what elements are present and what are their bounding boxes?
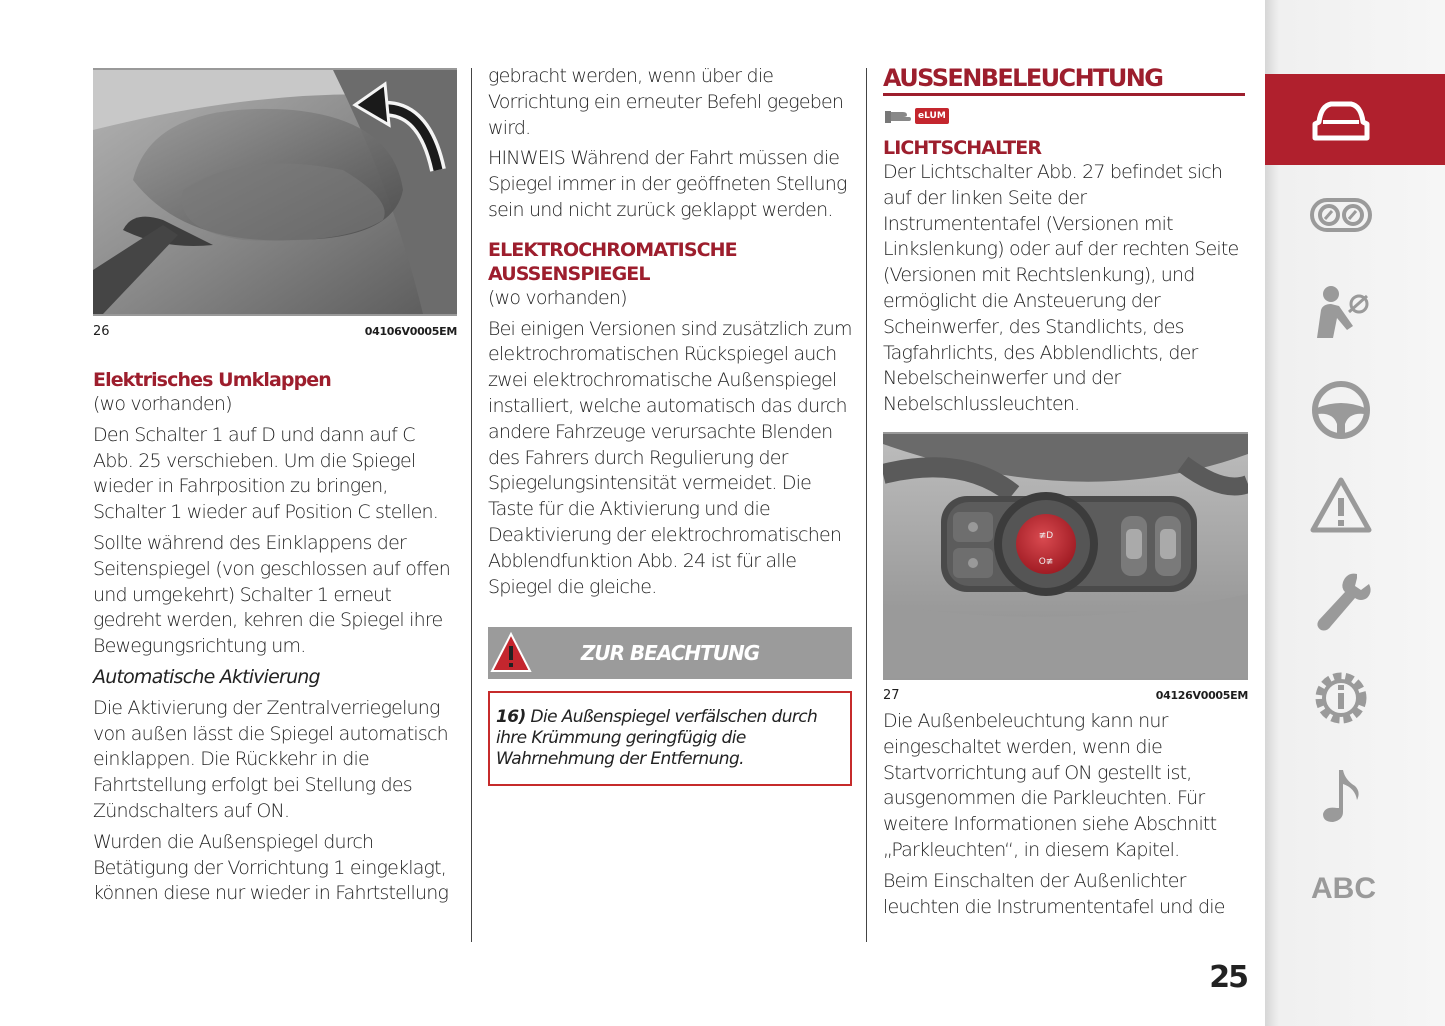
paragraph: Die Aktivierung der Zentralverriegelung von außen lässt die Spiegel automatisch einklappen. Die Rückkehr in die Fahrtstellung erfolgt bei Stellung des Zündschalters auf ON. (93, 696, 448, 822)
note-text: Die Außenspiegel verfälschen durch ihre Krümmung geringfügig die Wahrnehmung der Entfernung. (496, 707, 818, 770)
paragraph: Die Außenbeleuchtung kann nur eingeschaltet werden, wenn die Startvorrichtung auf ON gestellt ist, ausgenommen die Parkleuchten. Für weitere Informationen siehe Abschnitt „Parkleuchten“, in diesem Kapitel. (883, 709, 1217, 861)
warning-triangle-icon (1309, 476, 1373, 536)
gear-info-icon (1309, 666, 1373, 730)
chapter-sidebar (1265, 0, 1445, 1026)
figure-code: 04126V0005EM (1155, 688, 1248, 702)
note-number: 16) (496, 707, 526, 728)
dashboard-icon (1309, 192, 1373, 240)
knob-label-top: ≢D (1038, 530, 1054, 541)
heading-elektrochromatische (488, 238, 852, 286)
heading-lichtschalter: LICHTSCHALTER (883, 137, 1042, 159)
heading-elektrisches-umklappen: Elektrisches Umklappen (93, 369, 331, 391)
paragraph: Der Lichtschalter Abb. 27 befindet sich auf der linken Seite der Instrumententafel (Versionen mit Linkslenkung) oder auf der rechten Seite (Versionen mit Rechtslenkung), und ermöglicht die Ansteuerung der Scheinwerfer, des Standlichts, des Tagfahrlichts, des Abblendlichts, der Nebelscheinwerfer und der Nebelschlussleuchten. (883, 161, 1239, 416)
sidebar-item-instruments[interactable] (1309, 192, 1373, 244)
warning-title: ZUR BEACHTUNG (580, 641, 760, 666)
figure-26-mirror (93, 68, 457, 316)
paragraph: gebracht werden, wenn über die Vorrichtung ein erneuter Befehl gegeben wird. (488, 65, 844, 139)
paragraph: Bei einigen Versionen sind zusätzlich zum elektrochromatischen Rückspiegel auch zwei elektrochromatische Außenspiegel installiert, welche automatisch das durch andere Fahrzeuge verursachte Blenden des Fahrers durch Regulierung der Spiegelungsintensität vermeidet. Die Taste für die Aktivierung und die Deaktivierung der elektrochromatischen Abblendfunktion Abb. 24 ist für alle Spiegel die gleiche. (488, 317, 852, 598)
column-1 (93, 64, 457, 912)
sidebar-item-vehicle[interactable] (1309, 92, 1373, 152)
mirror-illustration (93, 70, 457, 314)
sidebar-item-index[interactable]: ABC (1311, 872, 1376, 905)
paragraph: Den Schalter 1 auf D und dann auf C Abb. 25 verschieben. Um die Spiegel wieder in Fahrposition zu bringen, Schalter 1 wieder auf Position C stellen. (93, 423, 439, 524)
light-switch-illustration (883, 434, 1248, 678)
elum-badge: eLUM (915, 108, 949, 124)
heading-line: AUSSENSPIEGEL (488, 262, 650, 285)
car-icon (1309, 92, 1373, 148)
figure-27-caption (883, 688, 1248, 703)
elum-icon-row (883, 106, 1248, 126)
paragraph: HINWEIS Während der Fahrt müssen die Spiegel immer in der geöffneten Stellung sein und nicht zurück geklappt werden. (488, 147, 847, 221)
knob-label-bottom: O≢ (1038, 556, 1054, 567)
sidebar-item-emergency[interactable] (1309, 476, 1373, 540)
paragraph: Wurden die Außenspiegel durch Betätigung der Vorrichtung 1 eingeklagt, können diese nur wieder in Fahrtstellung (93, 830, 449, 905)
wrench-icon (1309, 568, 1373, 636)
pointing-hand-icon (883, 106, 913, 126)
page-number: 25 (1209, 960, 1247, 995)
sidebar-item-maintenance[interactable] (1309, 568, 1373, 640)
music-note-icon (1309, 764, 1373, 828)
figure-number: 27 (883, 687, 900, 703)
sidebar-item-technical-data[interactable] (1309, 666, 1373, 734)
column-3 (883, 64, 1248, 925)
figure-number: 26 (93, 324, 110, 339)
paragraph: (wo vorhanden) (488, 286, 627, 309)
figure-26-caption (93, 324, 457, 339)
paragraph: (wo vorhanden) (93, 393, 232, 415)
steering-wheel-icon (1309, 378, 1373, 442)
airbag-person-icon (1309, 282, 1373, 342)
sidebar-item-multimedia[interactable] (1309, 764, 1373, 832)
sidebar-item-start-driving[interactable] (1309, 378, 1373, 446)
column-divider-2 (866, 68, 867, 942)
figure-27-light-switch (883, 432, 1248, 680)
section-title: AUSSENBELEUCHTUNG (883, 64, 1245, 96)
paragraph: Sollte während des Einklappens der Seitenspiegel (von geschlossen auf offen und umgekehrt) Schalter 1 erneut gedreht werden, kehren die Spiegel ihre Bewegungsrichtung um. (93, 531, 451, 658)
warning-banner (488, 627, 852, 679)
warning-triangle-icon (490, 631, 532, 675)
subheading-automatische-aktivierung: Automatische Aktivierung (93, 665, 320, 688)
column-divider-1 (471, 68, 472, 942)
sidebar-item-safety[interactable] (1309, 282, 1373, 346)
heading-line: ELEKTROCHROMATISCHE (488, 238, 737, 261)
figure-code: 04106V0005EM (364, 325, 457, 338)
paragraph: Beim Einschalten der Außenlichter leuchten die Instrumententafel und die (883, 869, 1225, 918)
column-2 (488, 64, 852, 786)
note-box (488, 691, 852, 786)
